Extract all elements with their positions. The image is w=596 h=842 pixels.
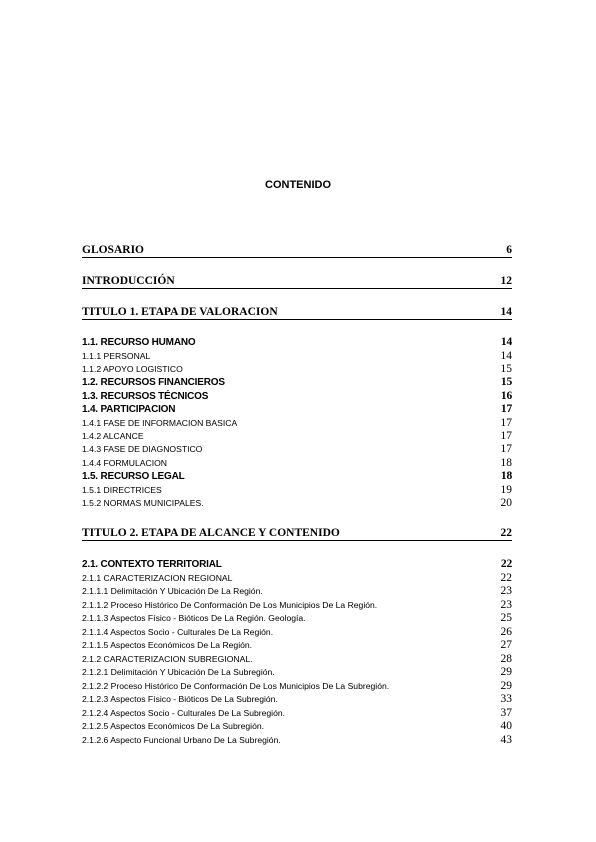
toc-entry-page: 29 — [500, 680, 512, 692]
toc-entry-label: 2.1.1 CARACTERIZACION REGIONAL — [82, 573, 233, 583]
toc-entry-label: 2.1.1.2 Proceso Histórico De Conformación De Los Municipios De La Región. — [82, 600, 378, 610]
toc-entry-1-5-2[interactable] — [82, 497, 512, 509]
toc-entry-page: 15 — [500, 376, 512, 388]
toc-entry-label: 1.1. RECURSO HUMANO — [82, 337, 196, 348]
toc-entry-titulo-1[interactable] — [82, 306, 512, 320]
toc-entry-1-3[interactable] — [82, 390, 512, 402]
toc-entry-page: 17 — [500, 430, 512, 442]
toc-entry-1-1[interactable] — [82, 336, 512, 348]
toc-entry-label: 1.4.3 FASE DE DIAGNOSTICO — [82, 444, 203, 454]
toc-entry-page: 19 — [500, 484, 512, 496]
toc-entry-1-5[interactable] — [82, 470, 512, 482]
toc-entry-label: 2.1.2.2 Proceso Histórico De Conformación De Los Municipios De La Subregión. — [82, 681, 390, 691]
toc-entry-1-4-3[interactable] — [82, 443, 512, 455]
toc-entry-glosario[interactable] — [82, 244, 512, 258]
toc-entry-2-1-1-4[interactable] — [82, 626, 512, 638]
toc-entry-page: 23 — [500, 585, 512, 597]
toc-entry-titulo-2[interactable] — [82, 527, 512, 541]
toc-entry-label: TITULO 2. ETAPA DE ALCANCE Y CONTENIDO — [82, 527, 340, 539]
toc-entry-introduccion[interactable] — [82, 275, 512, 289]
toc-entry-page: 14 — [500, 350, 512, 362]
toc-entry-label: 1.1.1 PERSONAL — [82, 351, 151, 361]
toc-entry-label: 1.5.2 NORMAS MUNICIPALES. — [82, 498, 204, 508]
toc-entry-page: 26 — [500, 626, 512, 638]
toc-entry-2-1-2-1[interactable] — [82, 666, 512, 678]
toc-entry-label: 1.3. RECURSOS TÉCNICOS — [82, 391, 209, 402]
toc-entry-label: 1.4.1 FASE DE INFORMACION BASICA — [82, 418, 238, 428]
toc-entry-page: 22 — [500, 558, 512, 570]
toc-entry-2-1-2-6[interactable] — [82, 734, 512, 746]
toc-entry-page: 18 — [500, 457, 512, 469]
toc-entry-page: 17 — [500, 443, 512, 455]
toc-entry-2-1-2[interactable] — [82, 653, 512, 665]
toc-entry-page: 27 — [500, 639, 512, 651]
toc-entry-page: 43 — [500, 734, 512, 746]
toc-entry-1-1-1[interactable] — [82, 350, 512, 362]
toc-entry-page: 33 — [500, 693, 512, 705]
toc-entry-2-1-2-2[interactable] — [82, 680, 512, 692]
toc-entry-page: 17 — [500, 403, 512, 415]
toc-entry-page: 18 — [500, 470, 512, 482]
toc-entry-label: 1.1.2 APOYO LOGISTICO — [82, 364, 183, 374]
toc-entry-label: 2.1.2.1 Delimitación Y Ubicación De La Subregión. — [82, 667, 275, 677]
toc-entry-2-1-2-4[interactable] — [82, 707, 512, 719]
toc-entry-1-4-4[interactable] — [82, 457, 512, 469]
toc-entry-label: 1.5.1 DIRECTRICES — [82, 485, 162, 495]
toc-entry-1-1-2[interactable] — [82, 363, 512, 375]
toc-entry-2-1[interactable] — [82, 558, 512, 570]
toc-entry-2-1-1-1[interactable] — [82, 585, 512, 597]
toc-entry-page: 17 — [500, 417, 512, 429]
toc-entry-2-1-1-3[interactable] — [82, 612, 512, 624]
toc-entry-label: 1.4.4 FORMULACION — [82, 458, 168, 468]
toc-entry-page: 22 — [500, 527, 512, 539]
toc-entry-page: 37 — [500, 707, 512, 719]
toc-entry-label: 1.5. RECURSO LEGAL — [82, 471, 185, 482]
toc-entry-2-1-2-3[interactable] — [82, 693, 512, 705]
toc-entry-page: 23 — [500, 599, 512, 611]
toc-entry-page: 15 — [500, 363, 512, 375]
toc-entry-page: 25 — [500, 612, 512, 624]
toc-entry-label: 1.4. PARTICIPACION — [82, 404, 176, 415]
page-title: CONTENIDO — [265, 179, 331, 191]
toc-entry-label: 2.1.2.4 Aspectos Socio - Culturales De La Subregión. — [82, 708, 286, 718]
toc-entry-2-1-1[interactable] — [82, 572, 512, 584]
toc-entry-label: INTRODUCCIÓN — [82, 275, 175, 287]
toc-entry-1-4-2[interactable] — [82, 430, 512, 442]
toc-entry-1-2[interactable] — [82, 376, 512, 388]
toc-entry-page: 20 — [500, 497, 512, 509]
toc-entry-label: 2.1.2.6 Aspecto Funcional Urbano De La Subregión. — [82, 735, 281, 745]
toc-entry-label: 2.1.1.4 Aspectos Socio - Culturales De La Región. — [82, 627, 274, 637]
toc-entry-2-1-2-5[interactable] — [82, 720, 512, 732]
toc-entry-label: 2.1.1.1 Delimitación Y Ubicación De La Región. — [82, 586, 263, 596]
toc-entry-label: 1.4.2 ALCANCE — [82, 431, 144, 441]
toc-entry-page: 16 — [500, 390, 512, 402]
toc-entry-page: 28 — [500, 653, 512, 665]
toc-entry-page: 12 — [500, 275, 512, 287]
toc-entry-page: 40 — [500, 720, 512, 732]
toc-entry-1-5-1[interactable] — [82, 484, 512, 496]
toc-entry-label: 2.1.1.5 Aspectos Económicos De La Región. — [82, 640, 253, 650]
toc-entry-label: 2.1.1.3 Aspectos Físico - Bióticos De La Región. Geología. — [82, 613, 306, 623]
toc-entry-page: 14 — [500, 306, 512, 318]
toc-entry-label: 2.1.2 CARACTERIZACION SUBREGIONAL. — [82, 654, 253, 664]
toc-entry-2-1-1-2[interactable] — [82, 599, 512, 611]
toc-entry-page: 22 — [500, 572, 512, 584]
toc-entry-page: 29 — [500, 666, 512, 678]
toc-entry-label: 2.1.2.3 Aspectos Físico - Bióticos De La Subregión. — [82, 694, 278, 704]
toc-entry-label: 2.1. CONTEXTO TERRITORIAL — [82, 559, 222, 570]
toc-entry-label: GLOSARIO — [82, 244, 144, 256]
toc-entry-label: 2.1.2.5 Aspectos Económicos De La Subregión. — [82, 721, 265, 731]
toc-entry-page: 14 — [500, 336, 512, 348]
toc-entry-1-4[interactable] — [82, 403, 512, 415]
toc-entry-page: 6 — [506, 244, 512, 256]
toc-entry-2-1-1-5[interactable] — [82, 639, 512, 651]
toc-entry-label: 1.2. RECURSOS FINANCIEROS — [82, 377, 225, 388]
toc-entry-1-4-1[interactable] — [82, 417, 512, 429]
toc-entry-label: TITULO 1. ETAPA DE VALORACION — [82, 306, 278, 318]
